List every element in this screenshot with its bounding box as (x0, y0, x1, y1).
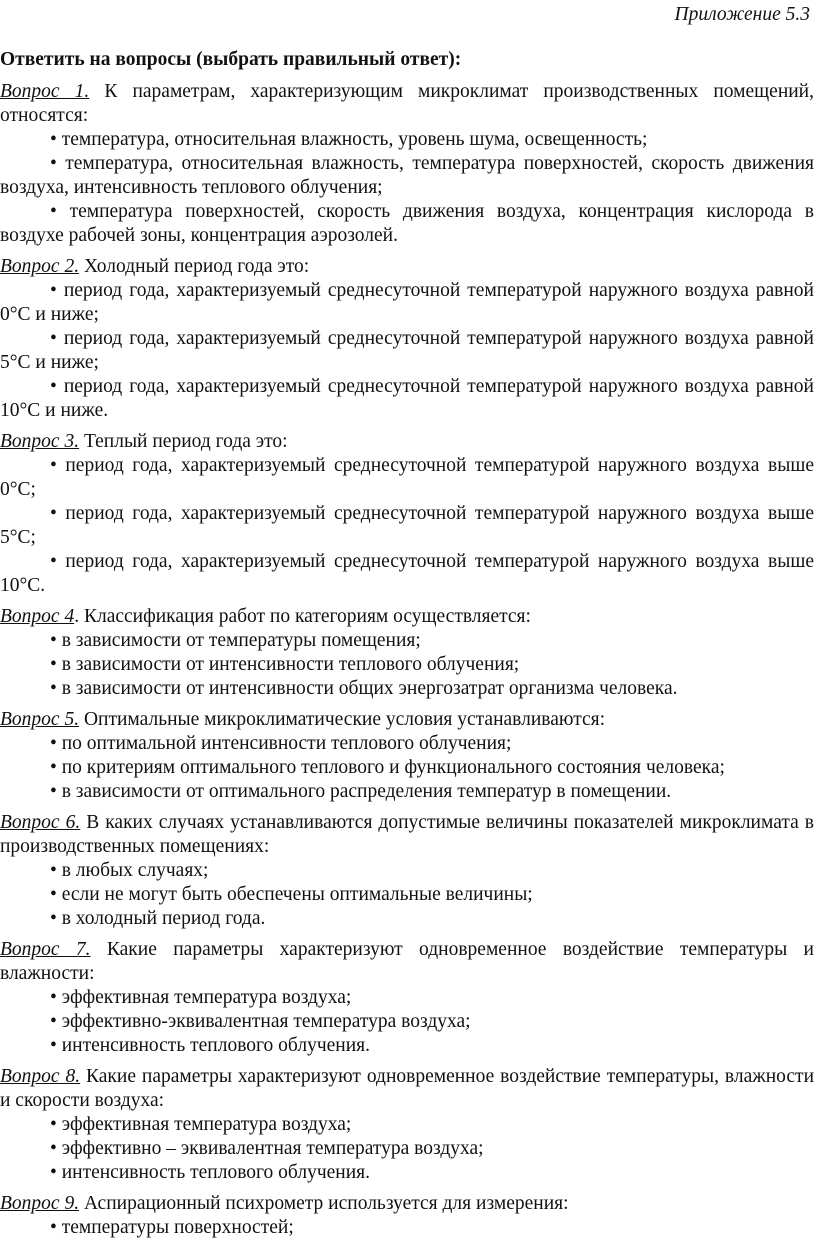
question-text (0, 430, 814, 454)
question-text (0, 80, 814, 128)
answer-option: • эффективная температура воздуха; (50, 1114, 352, 1135)
answer-option: • в зависимости от температуры помещения; (50, 630, 421, 651)
question-separator: . (74, 606, 84, 627)
question-prompt: Аспирационный психрометр используется для измерения: (83, 1193, 569, 1214)
question-block-9 (0, 1192, 814, 1240)
answer-option: • эффективно – эквивалентная температура воздуха; (50, 1138, 484, 1159)
question-block-6 (0, 811, 814, 931)
answer-option: • температуры поверхностей; (50, 1217, 294, 1238)
question-block-7 (0, 938, 814, 1058)
question-label: Вопрос 1. (0, 81, 90, 102)
question-prompt: Оптимальные микроклиматические условия устанавливаются: (83, 709, 606, 730)
question-block-5 (0, 708, 814, 804)
question-text (0, 938, 814, 986)
question-block-3 (0, 430, 814, 598)
answer-option: • температура, относительная влажность, температура поверхностей, скорость движения воздуха, интенсивность теплового облучения; (0, 153, 814, 198)
question-label: Вопрос 3. (0, 431, 80, 452)
appendix-label: Приложение 5.3 (674, 4, 810, 25)
page-heading: Ответить на вопросы (выбрать правильный ответ): (0, 49, 462, 70)
question-prompt: Холодный период года это: (83, 256, 310, 277)
answer-option: • температура поверхностей, скорость движения воздуха, концентрация кислорода в воздухе рабочей зоны, концентрация аэрозолей. (0, 201, 814, 246)
answer-option: • период года, характеризуемый среднесуточной температурой наружного воздуха равной 5°С и ниже; (0, 328, 814, 373)
question-separator (91, 939, 107, 960)
answer-option: • эффективно-эквивалентная температура воздуха; (50, 1011, 471, 1032)
question-separator (89, 81, 104, 102)
answer-option: • в холодный период года. (50, 908, 266, 929)
answer-option: • в зависимости от интенсивности теплового облучения; (50, 654, 520, 675)
answer-option: • период года, характеризуемый среднесуточной температурой наружного воздуха выше 10°С. (0, 551, 814, 596)
answer-option: • период года, характеризуемый среднесуточной температурой наружного воздуха выше 5°С; (0, 503, 814, 548)
question-label: Вопрос 7. (0, 939, 91, 960)
answer-option: • период года, характеризуемый среднесуточной температурой наружного воздуха равной 10°С и ниже. (0, 376, 814, 421)
question-block-2 (0, 255, 814, 423)
question-prompt: В каких случаях устанавливаются допустимые величины показателей микроклимата в производственных помещениях: (0, 812, 814, 857)
question-block-1 (0, 80, 814, 248)
question-prompt: Какие параметры характеризуют одновременное воздействие температуры, влажности и скорости воздуха: (0, 1066, 815, 1111)
question-block-8 (0, 1065, 814, 1185)
question-label: Вопрос 5. (0, 709, 80, 730)
question-label: Вопрос 4 (0, 606, 75, 627)
question-list (0, 48, 814, 1247)
question-text (0, 811, 814, 859)
question-text (0, 1192, 814, 1216)
questions-container (0, 80, 814, 1240)
answer-option: • в любых случаях; (50, 860, 209, 881)
answer-option: • в зависимости от оптимального распределения температур в помещении. (50, 781, 672, 802)
answer-option: • период года, характеризуемый среднесуточной температурой наружного воздуха выше 0°С; (0, 455, 814, 500)
question-prompt: Какие параметры характеризуют одновременное воздействие температуры и влажности: (0, 939, 814, 984)
question-label: Вопрос 2. (0, 256, 80, 277)
answer-option: • если не могут быть обеспечены оптимальные величины; (50, 884, 533, 905)
question-prompt: К параметрам, характеризующим микроклимат производственных помещений, относятся: (0, 81, 814, 126)
answer-option: • эффективная температура воздуха; (50, 987, 352, 1008)
answer-option: • интенсивность теплового облучения. (50, 1035, 370, 1056)
answer-option: • период года, характеризуемый среднесуточной температурой наружного воздуха равной 0°С и ниже; (0, 280, 814, 325)
question-text (0, 255, 814, 279)
question-label: Вопрос 9. (0, 1193, 80, 1214)
question-text (0, 708, 814, 732)
answer-option: • в зависимости от интенсивности общих энергозатрат организма человека. (50, 678, 678, 699)
question-prompt: Классификация работ по категориям осуществляется: (83, 606, 531, 627)
answer-option: • по критериям оптимального теплового и функционального состояния человека; (50, 757, 725, 778)
question-text (0, 1065, 814, 1113)
question-text (0, 605, 814, 629)
question-label: Вопрос 8. (0, 1066, 81, 1087)
question-label: Вопрос 6. (0, 812, 81, 833)
answer-option: • температура, относительная влажность, уровень шума, освещенность; (50, 129, 648, 150)
answer-option: • по оптимальной интенсивности теплового облучения; (50, 733, 512, 754)
answer-option: • интенсивность теплового облучения. (50, 1162, 370, 1183)
question-prompt: Теплый период года это: (83, 431, 288, 452)
question-block-4 (0, 605, 814, 701)
